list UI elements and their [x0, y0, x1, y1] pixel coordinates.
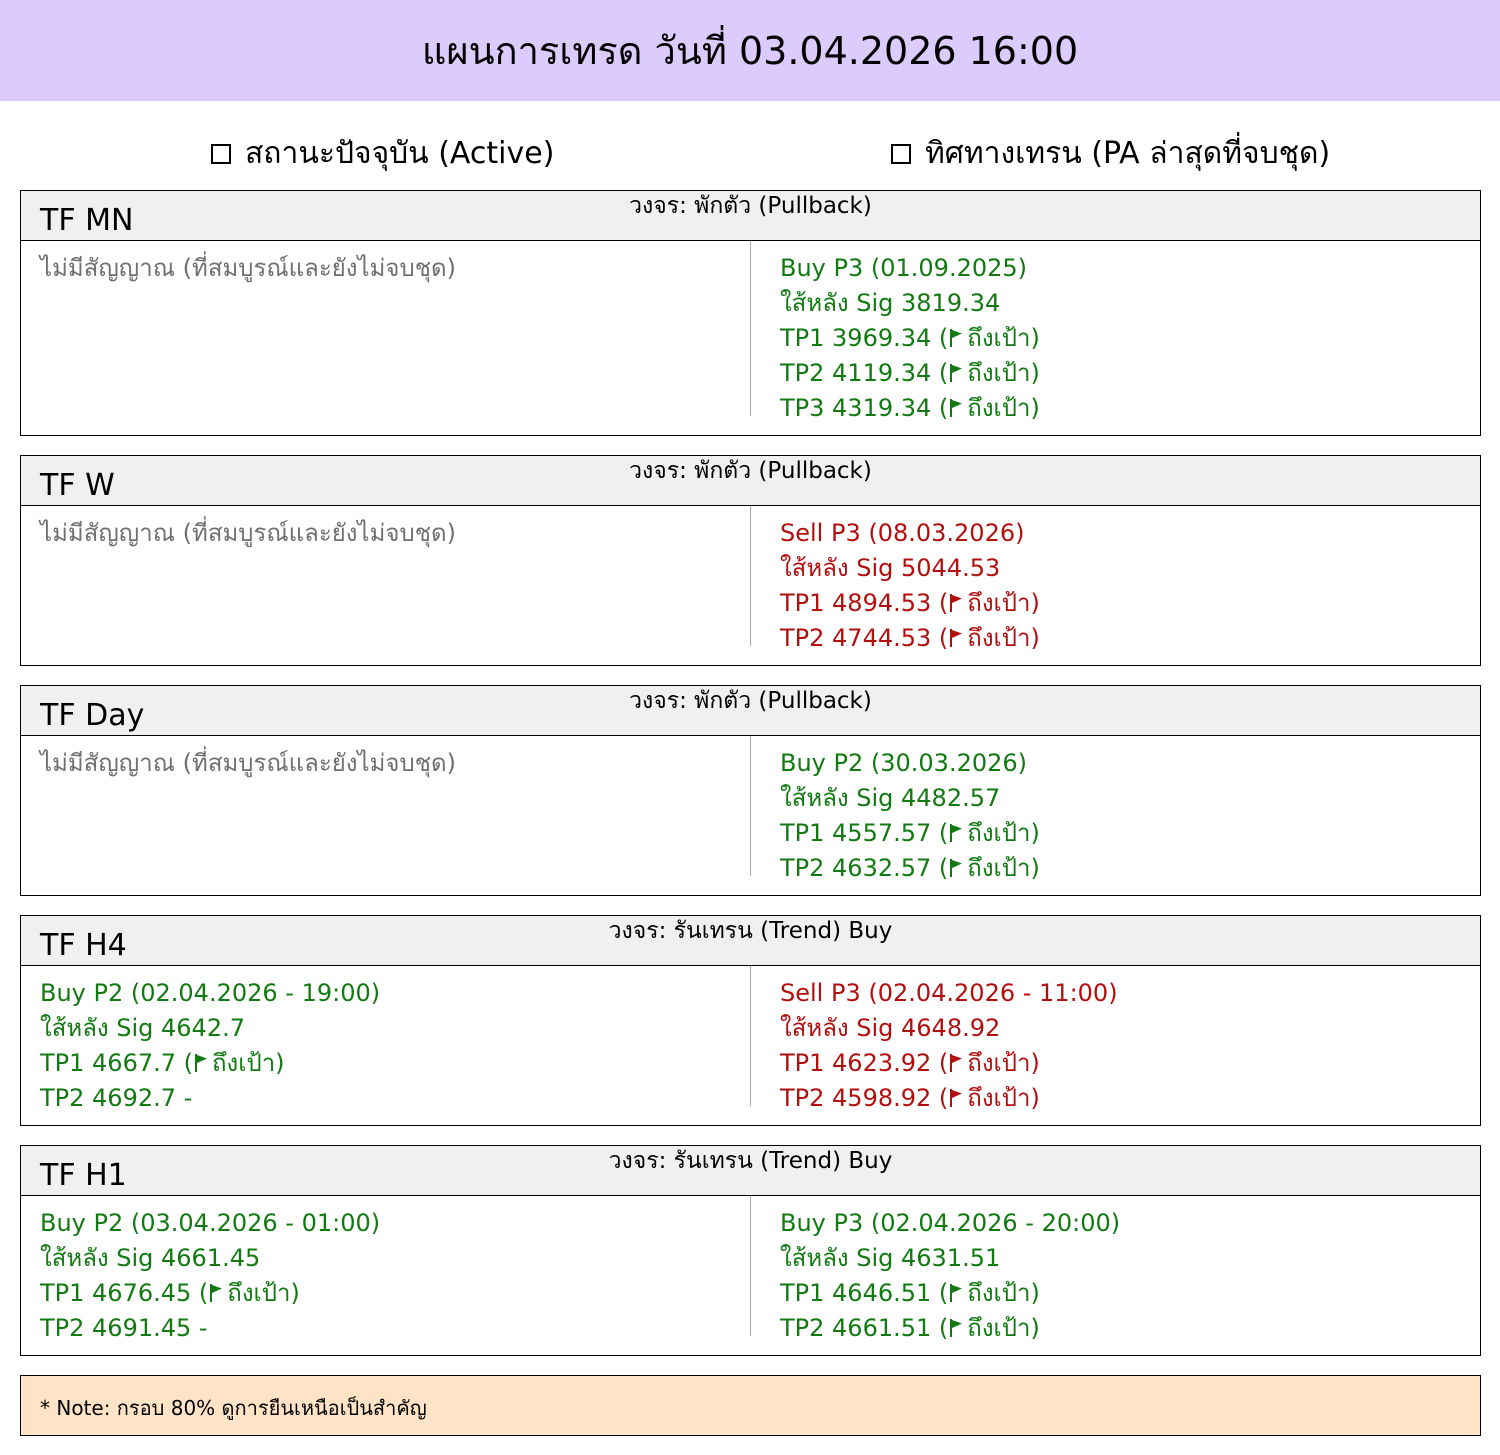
trend-direction-label: ทิศทางเทรน (PA ล่าสุดที่จบชุด)	[925, 136, 1331, 171]
signal-text: TP2 4744.53 (	[780, 624, 949, 652]
signal-text: TP1 4894.53 (	[780, 589, 949, 617]
signal-text: ใส้หลัง Sig 4631.51	[780, 1244, 1001, 1272]
signal-line	[40, 976, 380, 1011]
signal-line	[40, 746, 456, 781]
cycle-label: วงจร: รันเทรน (Trend) Buy	[608, 918, 893, 944]
signal-line	[40, 1241, 380, 1276]
signal-text: TP1 3969.34 (	[780, 324, 949, 352]
signal-text: ใส้หลัง Sig 4648.92	[780, 1014, 1001, 1042]
flag-icon	[949, 622, 963, 640]
signal-line	[780, 1081, 1118, 1116]
trend-signal-column	[780, 976, 1118, 1116]
signal-line	[780, 586, 1040, 621]
signal-text: Sell P3 (02.04.2026 - 11:00)	[780, 979, 1118, 1007]
panel-header	[21, 686, 1480, 736]
column-divider	[750, 241, 751, 416]
panel-header	[21, 916, 1480, 966]
signal-text: TP1 4623.92 (	[780, 1049, 949, 1077]
signal-text: TP2 4598.92 (	[780, 1084, 949, 1112]
trend-signal-column	[780, 1206, 1120, 1346]
signal-text: TP1 4667.7 (	[40, 1049, 193, 1077]
timeframe-label: TF H4	[40, 928, 127, 963]
signal-line	[780, 286, 1040, 321]
target-status: ถึงเป้า)	[967, 1084, 1040, 1112]
flag-icon	[949, 322, 963, 340]
panel-header	[21, 1146, 1480, 1196]
signal-line	[780, 621, 1040, 656]
signal-text: Buy P2 (03.04.2026 - 01:00)	[40, 1209, 381, 1237]
column-divider	[750, 966, 751, 1106]
signal-line	[780, 976, 1118, 1011]
column-divider	[750, 506, 751, 646]
signal-line	[40, 1276, 380, 1311]
signal-line	[780, 781, 1040, 816]
column-divider	[750, 1196, 751, 1336]
panel-body	[21, 736, 1480, 895]
active-signal-column	[40, 1206, 380, 1346]
page-title: แผนการเทรด วันที่ 03.04.2026 16:00	[421, 29, 1079, 73]
flag-icon	[949, 1082, 963, 1100]
signal-text: TP2 4691.45 -	[40, 1314, 208, 1342]
page-header	[0, 0, 1500, 101]
signal-line	[780, 746, 1040, 781]
timeframe-panel-day	[20, 685, 1481, 896]
signal-text: TP1 4646.51 (	[780, 1279, 949, 1307]
signal-line	[780, 816, 1040, 851]
timeframe-label: TF Day	[40, 698, 145, 733]
cycle-label: วงจร: รันเทรน (Trend) Buy	[608, 1148, 893, 1174]
signal-line	[780, 251, 1040, 286]
signal-line	[780, 321, 1040, 356]
signal-line	[780, 356, 1040, 391]
signal-text: ไม่มีสัญญาณ (ที่สมบูรณ์และยังไม่จบชุด)	[40, 519, 456, 547]
panel-body	[21, 1196, 1480, 1355]
signal-line	[40, 1011, 380, 1046]
timeframe-label: TF MN	[40, 203, 134, 238]
active-status-label: สถานะปัจจุบัน (Active)	[245, 136, 555, 171]
signal-line	[780, 1276, 1120, 1311]
signal-line	[40, 251, 456, 286]
trend-direction-header	[891, 130, 1330, 177]
signal-text: ใส้หลัง Sig 4482.57	[780, 784, 1001, 812]
signal-line	[40, 1206, 380, 1241]
active-signal-column	[40, 976, 380, 1116]
signal-text: Buy P3 (01.09.2025)	[780, 254, 1028, 282]
signal-line	[40, 516, 456, 551]
signal-line	[780, 1011, 1118, 1046]
signal-text: Sell P3 (08.03.2026)	[780, 519, 1025, 547]
note-box	[20, 1375, 1481, 1436]
signal-line	[40, 1311, 380, 1346]
active-signal-column	[40, 746, 456, 781]
signal-text: Buy P2 (02.04.2026 - 19:00)	[40, 979, 381, 1007]
target-status: ถึงเป้า)	[967, 624, 1040, 652]
signal-line	[40, 1046, 380, 1081]
signal-text: TP1 4557.57 (	[780, 819, 949, 847]
signal-text: TP2 4119.34 (	[780, 359, 949, 387]
checkbox-icon	[211, 144, 231, 164]
signal-text: ใส้หลัง Sig 4661.45	[40, 1244, 261, 1272]
column-headers	[0, 130, 1500, 174]
target-status: ถึงเป้า)	[967, 1314, 1040, 1342]
signal-text: ใส้หลัง Sig 4642.7	[40, 1014, 245, 1042]
flag-icon	[194, 1047, 208, 1065]
signal-line	[780, 391, 1040, 426]
signal-text: TP2 4692.7 -	[40, 1084, 193, 1112]
target-status: ถึงเป้า)	[212, 1049, 285, 1077]
timeframe-panel-w	[20, 455, 1481, 666]
target-status: ถึงเป้า)	[967, 854, 1040, 882]
target-status: ถึงเป้า)	[967, 394, 1040, 422]
signal-line	[780, 1311, 1120, 1346]
panel-header	[21, 191, 1480, 241]
flag-icon	[209, 1277, 223, 1295]
active-signal-column	[40, 516, 456, 551]
signal-text: ใส้หลัง Sig 3819.34	[780, 289, 1001, 317]
flag-icon	[949, 817, 963, 835]
signal-text: TP1 4676.45 (	[40, 1279, 209, 1307]
panel-header	[21, 456, 1480, 506]
signal-text: TP2 4661.51 (	[780, 1314, 949, 1342]
target-status: ถึงเป้า)	[967, 589, 1040, 617]
cycle-label: วงจร: พักตัว (Pullback)	[629, 193, 872, 219]
flag-icon	[949, 1312, 963, 1330]
flag-icon	[949, 852, 963, 870]
signal-text: ไม่มีสัญญาณ (ที่สมบูรณ์และยังไม่จบชุด)	[40, 254, 456, 282]
signal-text: TP2 4632.57 (	[780, 854, 949, 882]
signal-text: ไม่มีสัญญาณ (ที่สมบูรณ์และยังไม่จบชุด)	[40, 749, 456, 777]
signal-text: TP3 4319.34 (	[780, 394, 949, 422]
signal-text: Buy P3 (02.04.2026 - 20:00)	[780, 1209, 1121, 1237]
trend-signal-column	[780, 516, 1040, 656]
panel-body	[21, 241, 1480, 435]
signal-text: Buy P2 (30.03.2026)	[780, 749, 1028, 777]
target-status: ถึงเป้า)	[967, 359, 1040, 387]
timeframe-label: TF W	[40, 468, 115, 503]
flag-icon	[949, 1277, 963, 1295]
cycle-label: วงจร: พักตัว (Pullback)	[629, 688, 872, 714]
signal-line	[780, 551, 1040, 586]
timeframe-panel-h1	[20, 1145, 1481, 1356]
target-status: ถึงเป้า)	[967, 1049, 1040, 1077]
trend-signal-column	[780, 746, 1040, 886]
signal-line	[780, 516, 1040, 551]
target-status: ถึงเป้า)	[967, 324, 1040, 352]
signal-line	[780, 1241, 1120, 1276]
signal-text: ใส้หลัง Sig 5044.53	[780, 554, 1001, 582]
checkbox-icon	[891, 144, 911, 164]
active-status-header	[211, 130, 554, 177]
target-status: ถึงเป้า)	[967, 819, 1040, 847]
timeframe-panel-mn	[20, 190, 1481, 436]
signal-line	[780, 851, 1040, 886]
active-signal-column	[40, 251, 456, 286]
target-status: ถึงเป้า)	[967, 1279, 1040, 1307]
note-text: * Note: กรอบ 80% ดูการยืนเหนือเป็นสำคัญ	[40, 1396, 427, 1420]
flag-icon	[949, 392, 963, 410]
flag-icon	[949, 1047, 963, 1065]
panel-body	[21, 966, 1480, 1125]
trend-signal-column	[780, 251, 1040, 426]
timeframe-panel-h4	[20, 915, 1481, 1126]
signal-line	[780, 1046, 1118, 1081]
flag-icon	[949, 357, 963, 375]
signal-line	[780, 1206, 1120, 1241]
cycle-label: วงจร: พักตัว (Pullback)	[629, 458, 872, 484]
panel-body	[21, 506, 1480, 665]
target-status: ถึงเป้า)	[227, 1279, 300, 1307]
timeframe-label: TF H1	[40, 1158, 127, 1193]
signal-line	[40, 1081, 380, 1116]
flag-icon	[949, 587, 963, 605]
column-divider	[750, 736, 751, 876]
